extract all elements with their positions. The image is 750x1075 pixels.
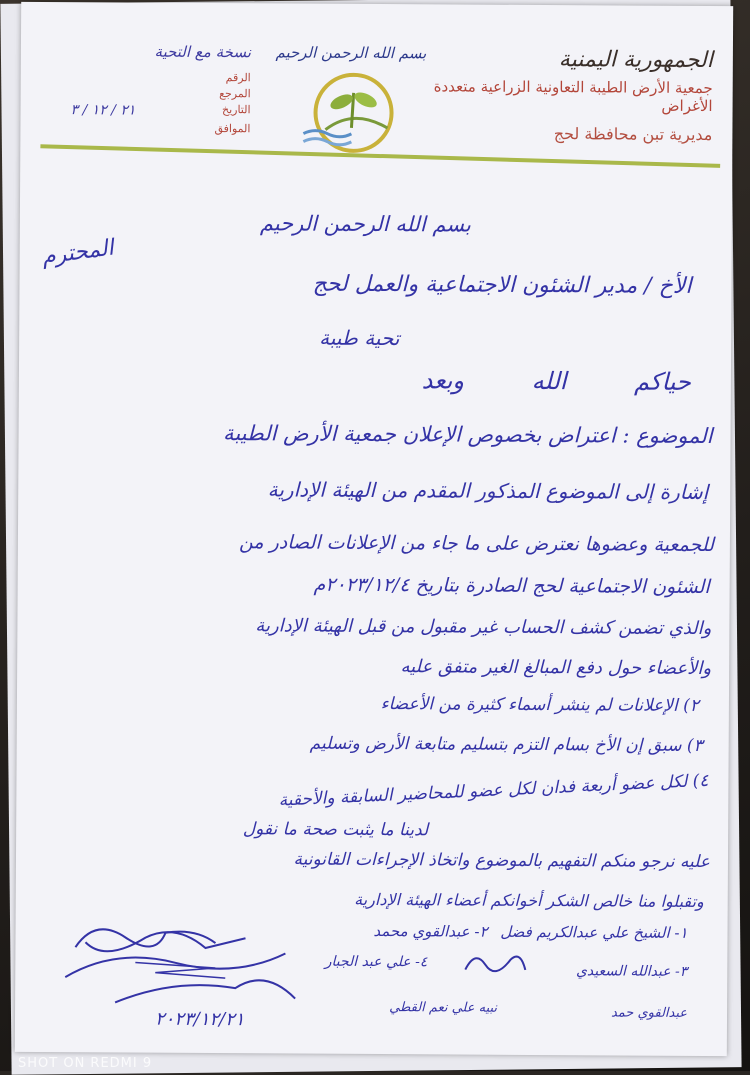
meta-corresponding-label: الموافق xyxy=(214,122,250,135)
salutation: حياكم الله وبعد xyxy=(422,366,691,396)
letterhead-center xyxy=(270,43,431,158)
body-line-1: إشارة إلى الموضوع المذكور المقدم من الهيئة الإدارية xyxy=(268,477,709,504)
meta-corresponding xyxy=(70,121,250,135)
association-name: جمعية الأرض الطيبة التعاونية الزراعية متعددة الأغراض xyxy=(413,77,713,115)
body-line-5: والأعضاء حول دفع المبالغ الغير متفق عليه xyxy=(400,656,711,679)
directorate-name: مديرية تبن محافظة لحج xyxy=(412,123,712,144)
body-point-2: ٢) الإعلانات لم ينشر أسماء كثيرة من الأعضاء xyxy=(381,694,699,716)
signature-scribbles xyxy=(55,907,316,1029)
signatory-1: ١- الشيخ علي عبدالكريم فضل xyxy=(500,923,687,942)
meta-reference-label: المرجع xyxy=(219,87,251,100)
signatory-3: ٣- عبدالله السعيدي xyxy=(576,963,687,980)
closing-line: وتقبلوا منا خالص الشكر أخوانكم أعضاء الهيئة الإدارية xyxy=(354,890,704,911)
letterhead-basmala: بسم الله الرحمن الرحيم xyxy=(271,43,431,62)
letter-page xyxy=(15,2,733,1056)
signatory-4: ٤- علي عبد الجبار xyxy=(325,954,428,971)
meta-number-label: الرقم xyxy=(226,71,251,84)
honorific: المحترم xyxy=(40,235,115,269)
meta-reference xyxy=(71,86,251,100)
meta-number xyxy=(71,70,251,84)
signatory-2: ٢- عبدالقوي محمد xyxy=(373,922,487,941)
association-logo xyxy=(295,68,406,159)
letterhead-title: الجمهورية اليمنية xyxy=(413,46,713,73)
signature-mark xyxy=(455,945,535,985)
meta-date xyxy=(71,102,251,119)
body-point-4: ٤) لكل عضو أربعة فدان لكل عضو للمحاضير السابقة والأحقية xyxy=(278,771,709,811)
body-line-proof: لدينا ما يثبت صحة ما نقول xyxy=(243,819,429,840)
signatory-6: نبيه علي نعم القطي xyxy=(389,1000,497,1016)
body-line-3: الشئون الاجتماعية لحج الصادرة بتاريخ ٢٠٢٣/١٢/٤م xyxy=(313,574,709,598)
greeting: تحية طيبة xyxy=(319,326,399,350)
letter-basmala: بسم الله الرحمن الرحيم xyxy=(260,211,471,236)
signatory-5: عبدالقوي حمد xyxy=(611,1005,687,1020)
recipient-line: الأخ / مدير الشئون الاجتماعية والعمل لحج xyxy=(313,272,692,299)
body-line-4: والذي تضمن كشف الحساب غير مقبول من قبل الهيئة الإدارية xyxy=(255,615,711,639)
letterhead-right xyxy=(412,46,713,144)
copy-note: نسخة مع التحية xyxy=(71,42,251,61)
letterhead-left xyxy=(70,42,251,138)
camera-watermark: SHOT ON REDMI 9 xyxy=(18,1056,152,1071)
body-line-2: للجمعية وعضوها نعترض على ما جاء من الإعلانات الصادر من xyxy=(239,531,714,556)
bottom-date: ٢٠٢٣/١٢/٢١ xyxy=(155,1009,245,1031)
subject-line: الموضوع : اعتراض بخصوص الإعلان جمعية الأرض الطيبة xyxy=(223,421,713,448)
body-line-request: عليه نرجو منكم التفهيم بالموضوع واتخاذ الإجراءات القانونية xyxy=(293,850,710,873)
body-point-3: ٣) سبق إن الأخ بسام التزم بتسليم متابعة الأرض وتسليم xyxy=(310,734,703,756)
meta-date-label: التاريخ xyxy=(222,103,251,119)
meta-date-value: ٢١ / ١٢ / ٣ xyxy=(71,102,136,118)
